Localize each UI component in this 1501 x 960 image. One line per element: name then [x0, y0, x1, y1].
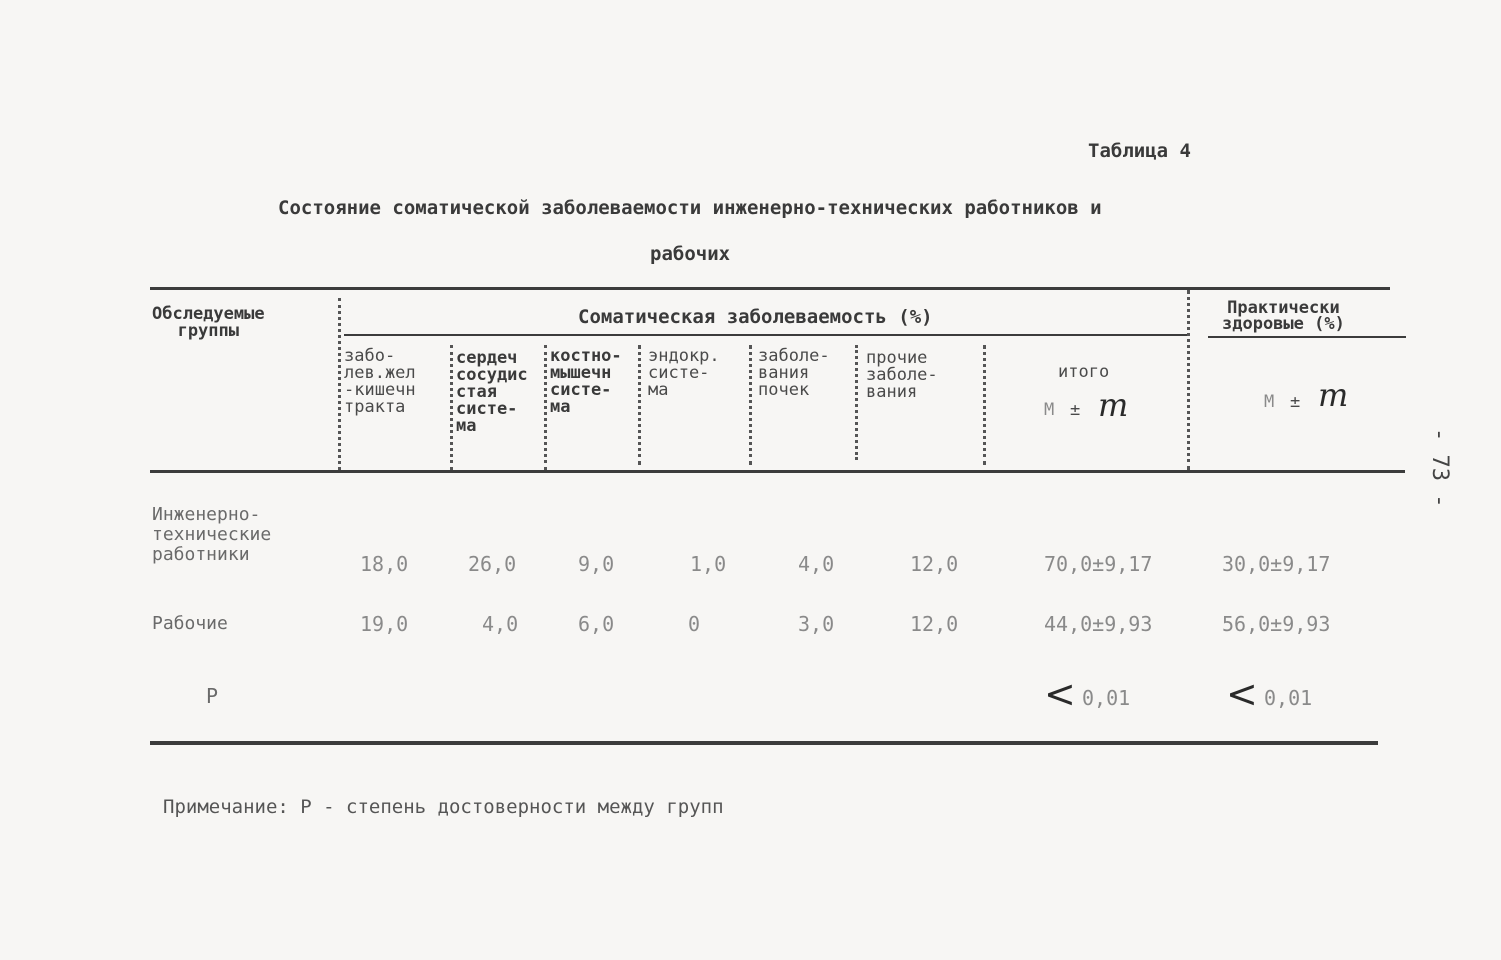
- cell-engineers-kidney: 4,0: [798, 552, 835, 576]
- header-sub-endocrine: эндокр. систе- ма: [648, 346, 720, 400]
- col-sep-3: [638, 345, 641, 465]
- table-label: Таблица 4: [1088, 140, 1191, 162]
- cell-workers-musculo: 6,0: [578, 612, 615, 636]
- header-sub-other: прочие заболе- вания: [866, 348, 938, 402]
- table-top-rule: [150, 287, 1390, 290]
- cell-engineers-other: 12,0: [910, 552, 959, 576]
- cell-workers-gi: 19,0: [360, 612, 409, 636]
- col-sep-6: [983, 345, 986, 465]
- row-label-workers: Рабочие: [152, 613, 228, 634]
- header-somatic: Соматическая заболеваемость (%): [578, 306, 933, 328]
- p-healthy-sign: <: [1226, 672, 1258, 716]
- header-sub-musculo: костно- мышечн систе- ма: [550, 346, 622, 417]
- cell-workers-healthy: 56,0±9,93: [1222, 612, 1331, 636]
- somatic-sub-rule: [344, 334, 1189, 336]
- p-healthy-value: 0,01: [1264, 686, 1313, 710]
- cell-engineers-cardio: 26,0: [468, 552, 517, 576]
- healthy-sub-rule: [1208, 336, 1406, 338]
- caption-line-2: рабочих: [650, 243, 731, 265]
- cell-workers-cardio: 4,0: [482, 612, 519, 636]
- header-total-m: М: [1044, 400, 1055, 420]
- header-bottom-rule: [150, 470, 1405, 473]
- caption-line-1: Состояние соматической заболеваемости инженерно-технических работников и: [278, 197, 1102, 219]
- cell-engineers-endocrine: 1,0: [690, 552, 727, 576]
- col-sep-2: [544, 345, 547, 470]
- p-total-sign: <: [1044, 672, 1076, 716]
- page-number: - 73 -: [1427, 428, 1452, 508]
- header-sub-cardio: сердеч сосудис стая систе- ма: [456, 348, 528, 436]
- cell-engineers-total: 70,0±9,17: [1044, 552, 1153, 576]
- cell-workers-kidney: 3,0: [798, 612, 835, 636]
- header-healthy-m-handwritten: m: [1318, 376, 1349, 414]
- row-label-engineers: Инженерно- технические работники: [152, 504, 272, 565]
- p-total-value: 0,01: [1082, 686, 1131, 710]
- header-healthy-pm: ±: [1290, 392, 1301, 412]
- header-total-m-handwritten: m: [1098, 386, 1129, 424]
- header-total-pm: ±: [1070, 400, 1081, 420]
- col-sep-4: [749, 345, 752, 465]
- col-sep-healthy: [1187, 290, 1190, 470]
- header-sub-kidney: заболе- вания почек: [758, 346, 830, 400]
- header-sub-gi: забо- лев.жел -кишечн тракта: [344, 346, 416, 417]
- header-healthy-m: М: [1264, 392, 1275, 412]
- cell-workers-total: 44,0±9,93: [1044, 612, 1153, 636]
- row-label-p: Р: [206, 684, 219, 708]
- cell-engineers-musculo: 9,0: [578, 552, 615, 576]
- header-total: итого: [1058, 362, 1110, 382]
- cell-workers-other: 12,0: [910, 612, 959, 636]
- col-sep-1: [450, 345, 453, 470]
- cell-workers-endocrine: 0: [688, 612, 701, 636]
- cell-engineers-gi: 18,0: [360, 552, 409, 576]
- cell-engineers-healthy: 30,0±9,17: [1222, 552, 1331, 576]
- table-note: Примечание: Р - степень достоверности между групп: [163, 796, 724, 818]
- table-bottom-rule: [150, 741, 1378, 745]
- col-sep-groups: [338, 298, 341, 470]
- col-sep-5: [855, 345, 858, 460]
- header-groups: Обследуемые группы: [152, 304, 265, 341]
- header-healthy: Практически здоровые (%): [1222, 298, 1345, 334]
